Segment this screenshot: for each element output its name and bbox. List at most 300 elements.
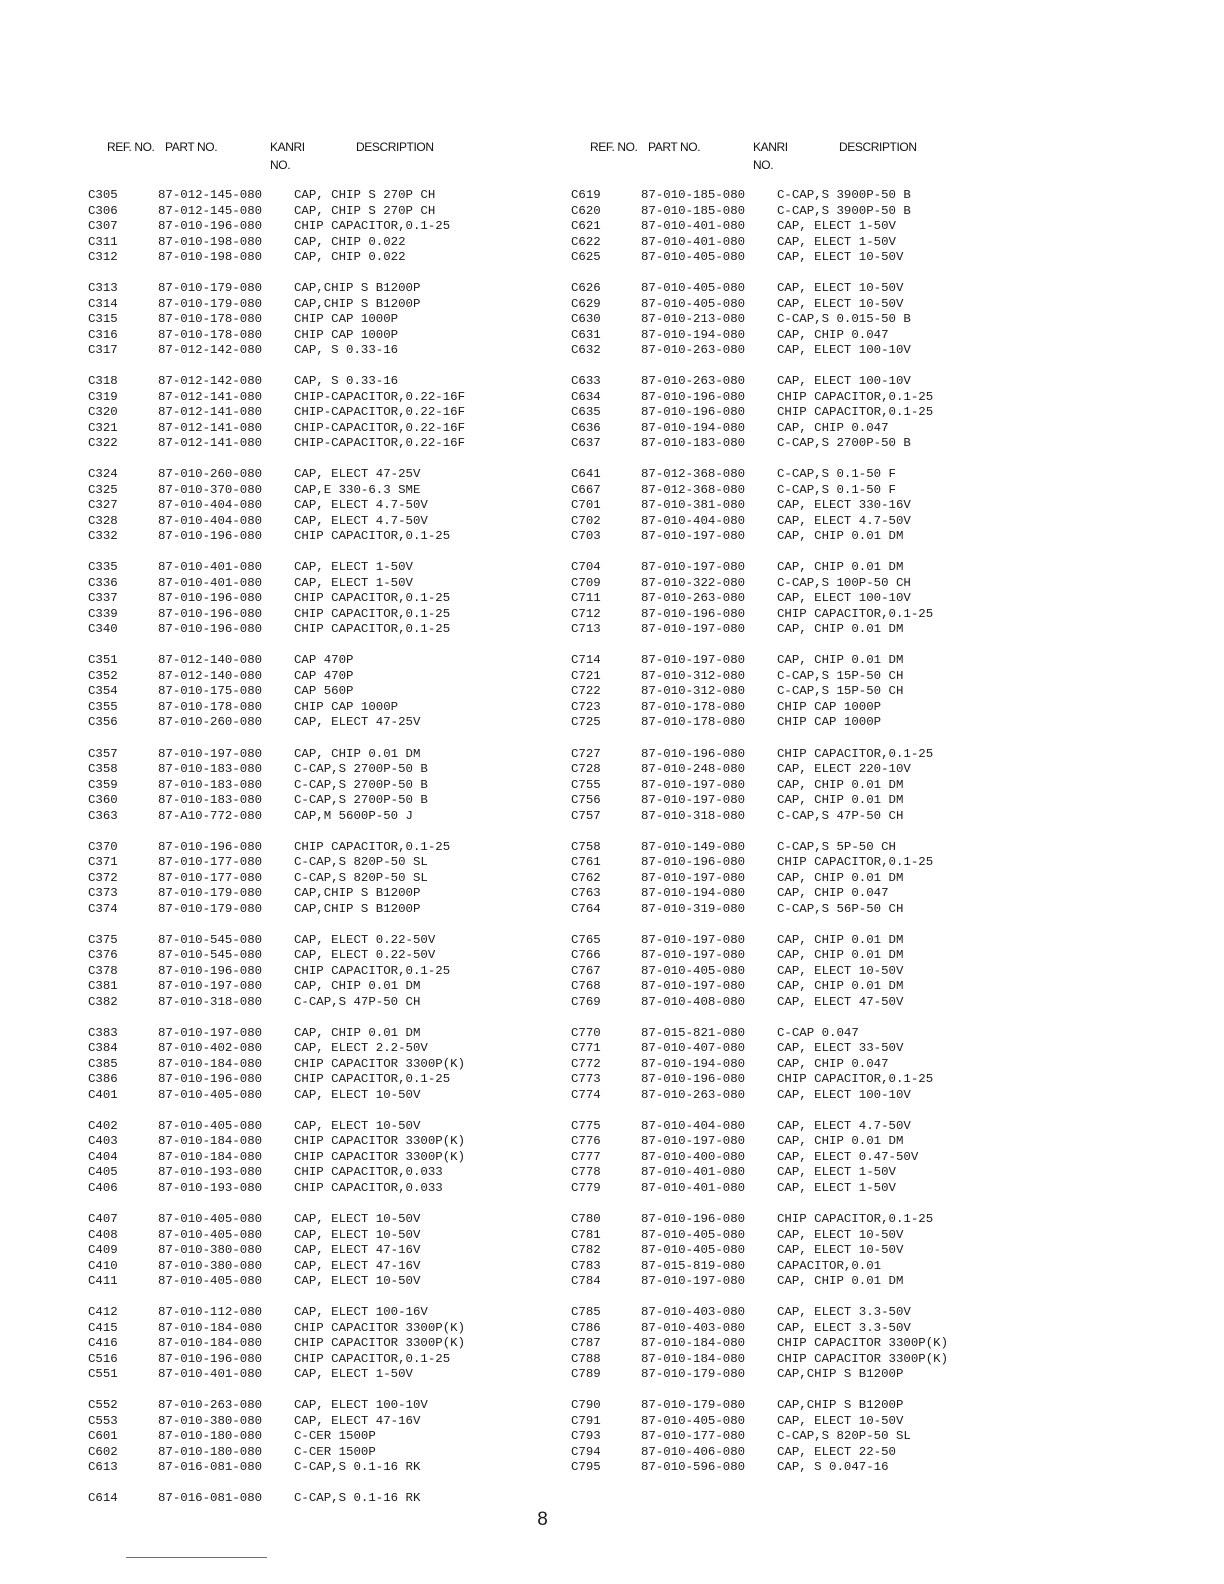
part-group — [571, 374, 1041, 452]
part-row — [571, 979, 1041, 995]
part-no: 87-010-196-080 — [641, 1212, 746, 1227]
column-header — [88, 138, 558, 188]
part-no: 87-010-197-080 — [641, 529, 746, 544]
part-no: 87-010-183-080 — [158, 777, 263, 792]
part-row — [571, 700, 1041, 716]
ref-no-header: REF. NO. — [107, 140, 155, 154]
description: C-CAP,S 3900P-50 B — [777, 203, 911, 218]
ref-no: C783 — [571, 1258, 601, 1273]
description: C-CAP 0.047 — [777, 1025, 859, 1040]
part-group — [88, 560, 558, 638]
description: CHIP CAPACITOR 3300P(K) — [777, 1351, 949, 1366]
ref-no: C386 — [88, 1072, 118, 1087]
part-no: 87-010-545-080 — [158, 948, 263, 963]
part-row — [571, 483, 1041, 499]
part-row — [88, 1259, 558, 1275]
part-no: 87-016-081-080 — [158, 1460, 263, 1475]
part-group — [571, 933, 1041, 1011]
description: CAP,CHIP S B1200P — [777, 1398, 904, 1413]
part-no: 87-010-112-080 — [158, 1305, 263, 1320]
part-group — [571, 188, 1041, 266]
part-no: 87-010-197-080 — [641, 793, 746, 808]
part-row — [88, 421, 558, 437]
description: CAP, CHIP 0.047 — [777, 420, 889, 435]
description: CHIP CAPACITOR,0.1-25 — [294, 219, 451, 233]
part-row — [88, 1243, 558, 1259]
part-no: 87-010-405-080 — [641, 250, 746, 264]
description: CAP, ELECT 10-50V — [777, 1243, 904, 1258]
part-no-header: PART NO. — [165, 140, 218, 154]
footer-rule — [126, 1557, 267, 1558]
part-row — [88, 902, 558, 918]
ref-no: C352 — [88, 668, 118, 683]
ref-no: C371 — [88, 855, 118, 870]
description: CAP, ELECT 4.7-50V — [294, 513, 428, 528]
description: CAP,E 330-6.3 SME — [294, 482, 421, 497]
ref-no: C711 — [571, 591, 601, 606]
description: CAP, ELECT 1-50V — [777, 219, 896, 233]
ref-no: C633 — [571, 374, 601, 389]
part-group — [88, 840, 558, 918]
ref-no: C614 — [88, 1491, 118, 1506]
part-row — [571, 902, 1041, 918]
part-row — [88, 312, 558, 328]
description: CAP, ELECT 10-50V — [777, 963, 904, 978]
description: CAP, CHIP 0.01 DM — [777, 870, 904, 885]
part-no: 87-010-263-080 — [641, 1087, 746, 1102]
part-no: 87-010-175-080 — [158, 684, 263, 699]
ref-no: C757 — [571, 808, 601, 823]
part-row — [88, 979, 558, 995]
description: CHIP CAPACITOR,0.1-25 — [294, 963, 451, 978]
part-row — [571, 343, 1041, 359]
description: CHIP-CAPACITOR,0.22-16F — [294, 405, 466, 420]
part-row — [571, 1057, 1041, 1073]
description: CHIP CAPACITOR,0.1-25 — [294, 1351, 451, 1366]
description: CHIP CAP 1000P — [777, 715, 882, 730]
ref-no: C794 — [571, 1444, 601, 1459]
ref-no: C305 — [88, 188, 118, 202]
description: C-CER 1500P — [294, 1429, 376, 1444]
part-row — [88, 297, 558, 313]
part-no: 87-010-196-080 — [158, 622, 263, 637]
part-row — [88, 607, 558, 623]
ref-no: C709 — [571, 575, 601, 590]
part-group — [88, 653, 558, 731]
description: CAP, ELECT 100-10V — [777, 591, 911, 606]
part-row — [571, 948, 1041, 964]
part-row — [571, 1026, 1041, 1042]
part-row — [88, 809, 558, 825]
part-row — [571, 1429, 1041, 1445]
ref-no: C321 — [88, 420, 118, 435]
ref-no: C762 — [571, 870, 601, 885]
ref-no: C634 — [571, 389, 601, 404]
part-group — [571, 560, 1041, 638]
ref-no: C311 — [88, 234, 118, 249]
description: CAP,CHIP S B1200P — [294, 886, 421, 901]
description: CAP, CHIP 0.047 — [777, 1056, 889, 1071]
part-row — [88, 467, 558, 483]
part-no: 87-010-196-080 — [158, 591, 263, 606]
description: CAP, ELECT 330-16V — [777, 498, 911, 513]
ref-no: C351 — [88, 653, 118, 668]
ref-no: C776 — [571, 1134, 601, 1149]
ref-no: C701 — [571, 498, 601, 513]
part-no: 87-010-197-080 — [158, 746, 263, 761]
part-row — [88, 995, 558, 1011]
part-no: 87-010-197-080 — [641, 777, 746, 792]
part-row — [88, 747, 558, 763]
ref-no: C713 — [571, 622, 601, 637]
ref-no: C357 — [88, 746, 118, 761]
part-row — [88, 343, 558, 359]
description: C-CAP,S 15P-50 CH — [777, 684, 904, 699]
part-group — [571, 653, 1041, 731]
part-no: 87-016-081-080 — [158, 1491, 263, 1506]
description: C-CAP,S 2700P-50 B — [294, 762, 428, 777]
description: C-CAP,S 820P-50 SL — [294, 870, 428, 885]
part-no: 87-010-185-080 — [641, 203, 746, 218]
kanri-header: KANRI — [753, 140, 788, 154]
description: CAP, ELECT 1-50V — [294, 560, 413, 575]
ref-no: C765 — [571, 932, 601, 947]
part-no: 87-010-184-080 — [158, 1336, 263, 1351]
part-no-header: PART NO. — [648, 140, 701, 154]
part-row — [571, 1243, 1041, 1259]
part-row — [571, 1336, 1041, 1352]
description: CHIP CAPACITOR,0.1-25 — [294, 606, 451, 621]
parts-column-left — [88, 138, 558, 1522]
part-no: 87-010-179-080 — [158, 886, 263, 901]
kanri-header: KANRI — [270, 140, 305, 154]
part-row — [571, 421, 1041, 437]
part-no: 87-010-184-080 — [158, 1320, 263, 1335]
part-no: 87-010-183-080 — [158, 762, 263, 777]
description: CAP 560P — [294, 684, 354, 699]
part-no: 87-012-141-080 — [158, 389, 263, 404]
part-no: 87-010-180-080 — [158, 1444, 263, 1459]
ref-no: C622 — [571, 234, 601, 249]
ref-no: C789 — [571, 1367, 601, 1382]
part-no: 87-010-402-080 — [158, 1041, 263, 1056]
description: CAP, CHIP S 270P CH — [294, 203, 436, 218]
part-row — [571, 871, 1041, 887]
part-no: 87-010-405-080 — [641, 1413, 746, 1428]
part-group — [88, 374, 558, 452]
part-no: 87-010-405-080 — [158, 1118, 263, 1133]
part-row — [571, 607, 1041, 623]
part-no: 87-010-596-080 — [641, 1460, 746, 1475]
description: CAP, ELECT 47-16V — [294, 1258, 421, 1273]
part-row — [571, 809, 1041, 825]
part-no: 87-010-196-080 — [158, 963, 263, 978]
part-no: 87-010-193-080 — [158, 1165, 263, 1180]
part-row — [571, 312, 1041, 328]
description: C-CAP,S 3900P-50 B — [777, 188, 911, 202]
ref-no: C788 — [571, 1351, 601, 1366]
part-no: 87-010-196-080 — [641, 746, 746, 761]
description: CAP,CHIP S B1200P — [777, 1367, 904, 1382]
part-row — [88, 700, 558, 716]
description: CAP, ELECT 47-25V — [294, 715, 421, 730]
description: CAP, ELECT 100-10V — [777, 374, 911, 389]
part-no: 87-010-197-080 — [641, 932, 746, 947]
part-no: 87-010-401-080 — [641, 219, 746, 233]
part-no: 87-010-179-080 — [158, 901, 263, 916]
part-no: 87-010-196-080 — [641, 389, 746, 404]
part-no: 87-010-401-080 — [158, 575, 263, 590]
part-no: 87-010-197-080 — [158, 979, 263, 994]
description: CAP, ELECT 100-10V — [777, 1087, 911, 1102]
ref-no: C625 — [571, 250, 601, 264]
part-row — [571, 622, 1041, 638]
part-row — [571, 1445, 1041, 1461]
ref-no: C629 — [571, 296, 601, 311]
part-row — [571, 1134, 1041, 1150]
part-no: 87-010-178-080 — [641, 699, 746, 714]
part-row — [571, 933, 1041, 949]
part-group — [88, 1026, 558, 1104]
ref-no: C356 — [88, 715, 118, 730]
description: CAP, ELECT 100-10V — [777, 343, 911, 358]
description: CHIP-CAPACITOR,0.22-16F — [294, 436, 466, 451]
part-no: 87-012-368-080 — [641, 467, 746, 482]
description: C-CAP,S 47P-50 CH — [777, 808, 904, 823]
part-row — [571, 840, 1041, 856]
ref-no: C336 — [88, 575, 118, 590]
ref-no: C337 — [88, 591, 118, 606]
description: CHIP CAPACITOR,0.1-25 — [777, 746, 934, 761]
ref-no: C728 — [571, 762, 601, 777]
part-row — [88, 281, 558, 297]
ref-no: C372 — [88, 870, 118, 885]
ref-no: C373 — [88, 886, 118, 901]
description: CHIP CAPACITOR,0.1-25 — [294, 529, 451, 544]
part-row — [88, 778, 558, 794]
part-row — [88, 793, 558, 809]
description: CAP, CHIP 0.01 DM — [777, 653, 904, 668]
part-no: 87-012-140-080 — [158, 668, 263, 683]
part-no: 87-010-198-080 — [158, 250, 263, 264]
description: CAP, CHIP 0.01 DM — [777, 622, 904, 637]
ref-no: C620 — [571, 203, 601, 218]
part-no: 87-012-142-080 — [158, 374, 263, 389]
ref-no: C359 — [88, 777, 118, 792]
part-row — [571, 235, 1041, 251]
part-row — [88, 855, 558, 871]
part-row — [88, 390, 558, 406]
part-no: 87-010-405-080 — [158, 1274, 263, 1289]
part-group — [88, 1398, 558, 1476]
part-no: 87-010-178-080 — [158, 699, 263, 714]
part-no: 87-010-183-080 — [641, 436, 746, 451]
part-no: 87-010-403-080 — [641, 1320, 746, 1335]
ref-no: C382 — [88, 994, 118, 1009]
part-row — [88, 1414, 558, 1430]
ref-no: C631 — [571, 327, 601, 342]
description: CAP, ELECT 0.47-50V — [777, 1149, 919, 1164]
part-no: 87-012-141-080 — [158, 420, 263, 435]
ref-no: C408 — [88, 1227, 118, 1242]
ref-no: C551 — [88, 1367, 118, 1382]
part-row — [88, 1072, 558, 1088]
ref-no: C385 — [88, 1056, 118, 1071]
page-number: 8 — [537, 1509, 548, 1530]
part-row — [88, 1026, 558, 1042]
part-row — [571, 855, 1041, 871]
ref-no: C763 — [571, 886, 601, 901]
description: CAP, ELECT 220-10V — [777, 762, 911, 777]
ref-no: C404 — [88, 1149, 118, 1164]
part-row — [571, 1041, 1041, 1057]
description: CAP, CHIP 0.01 DM — [777, 979, 904, 994]
part-row — [571, 653, 1041, 669]
part-no: 87-010-263-080 — [641, 591, 746, 606]
description: CHIP CAPACITOR 3300P(K) — [294, 1149, 466, 1164]
part-row — [88, 1228, 558, 1244]
part-group — [88, 1212, 558, 1290]
part-no: 87-010-184-080 — [158, 1134, 263, 1149]
part-row — [571, 964, 1041, 980]
part-row — [88, 328, 558, 344]
description: CAP, S 0.047-16 — [777, 1460, 889, 1475]
ref-no: C667 — [571, 482, 601, 497]
part-row — [88, 669, 558, 685]
ref-no: C312 — [88, 250, 118, 264]
ref-no: C317 — [88, 343, 118, 358]
ref-no: C781 — [571, 1227, 601, 1242]
part-no: 87-010-401-080 — [641, 234, 746, 249]
part-row — [571, 762, 1041, 778]
part-no: 87-012-368-080 — [641, 482, 746, 497]
ref-no: C702 — [571, 513, 601, 528]
part-group — [88, 933, 558, 1011]
part-row — [571, 1181, 1041, 1197]
description: CHIP CAPACITOR,0.033 — [294, 1180, 443, 1195]
ref-no: C315 — [88, 312, 118, 327]
ref-no: C764 — [571, 901, 601, 916]
part-row — [571, 715, 1041, 731]
parts-list-left — [88, 188, 558, 1507]
part-row — [571, 1321, 1041, 1337]
part-no: 87-010-197-080 — [641, 653, 746, 668]
ref-no: C722 — [571, 684, 601, 699]
ref-no: C621 — [571, 219, 601, 233]
part-no: 87-010-196-080 — [641, 606, 746, 621]
description: CAP, CHIP 0.01 DM — [777, 793, 904, 808]
description: CAP, ELECT 4.7-50V — [777, 513, 911, 528]
ref-no: C319 — [88, 389, 118, 404]
ref-no: C416 — [88, 1336, 118, 1351]
description: C-CAP,S 820P-50 SL — [777, 1429, 911, 1444]
part-no: 87-010-405-080 — [641, 963, 746, 978]
ref-no: C782 — [571, 1243, 601, 1258]
part-row — [88, 622, 558, 638]
ref-no: C636 — [571, 420, 601, 435]
part-row — [88, 1305, 558, 1321]
description: CHIP CAPACITOR,0.1-25 — [777, 606, 934, 621]
ref-no: C327 — [88, 498, 118, 513]
ref-no: C406 — [88, 1180, 118, 1195]
description: CAP, ELECT 10-50V — [777, 281, 904, 296]
ref-no: C723 — [571, 699, 601, 714]
description: CHIP CAPACITOR,0.033 — [294, 1165, 443, 1180]
part-row — [88, 529, 558, 545]
part-row — [88, 948, 558, 964]
part-row — [571, 747, 1041, 763]
part-no: 87-010-380-080 — [158, 1413, 263, 1428]
ref-no: C637 — [571, 436, 601, 451]
description: CHIP CAPACITOR,0.1-25 — [294, 1072, 451, 1087]
ref-no: C602 — [88, 1444, 118, 1459]
part-row — [571, 1212, 1041, 1228]
parts-list-right — [571, 188, 1041, 1476]
part-row — [571, 1274, 1041, 1290]
ref-no: C320 — [88, 405, 118, 420]
description: CAP, ELECT 4.7-50V — [777, 1118, 911, 1133]
part-no: 87-010-260-080 — [158, 467, 263, 482]
part-no: 87-010-196-080 — [641, 1072, 746, 1087]
description: CAP, ELECT 2.2-50V — [294, 1041, 428, 1056]
part-row — [88, 762, 558, 778]
part-row — [88, 886, 558, 902]
part-row — [571, 1305, 1041, 1321]
part-group — [88, 1305, 558, 1383]
part-row — [571, 467, 1041, 483]
ref-no: C626 — [571, 281, 601, 296]
description: C-CAP,S 2700P-50 B — [294, 793, 428, 808]
part-row — [88, 1445, 558, 1461]
description: CAP,CHIP S B1200P — [294, 296, 421, 311]
ref-no: C306 — [88, 203, 118, 218]
ref-no: C793 — [571, 1429, 601, 1444]
part-no: 87-010-401-080 — [641, 1180, 746, 1195]
ref-no: C411 — [88, 1274, 118, 1289]
part-row — [88, 235, 558, 251]
part-no: 87-010-196-080 — [158, 606, 263, 621]
ref-no: C768 — [571, 979, 601, 994]
part-no: 87-010-380-080 — [158, 1243, 263, 1258]
description: CAP, ELECT 47-25V — [294, 467, 421, 482]
description: CAP, CHIP 0.01 DM — [777, 1274, 904, 1289]
part-no: 87-010-401-080 — [158, 560, 263, 575]
part-no: 87-010-318-080 — [158, 994, 263, 1009]
description: CAP, ELECT 1-50V — [777, 1165, 896, 1180]
part-row — [88, 483, 558, 499]
part-row — [571, 390, 1041, 406]
part-row — [88, 1460, 558, 1476]
part-row — [88, 250, 558, 266]
ref-no: C601 — [88, 1429, 118, 1444]
description: CAP, ELECT 10-50V — [294, 1227, 421, 1242]
ref-no: C712 — [571, 606, 601, 621]
part-no: 87-010-197-080 — [641, 560, 746, 575]
part-group — [88, 747, 558, 825]
part-no: 87-010-193-080 — [158, 1180, 263, 1195]
part-group — [571, 1026, 1041, 1104]
part-row — [88, 964, 558, 980]
part-no: 87-010-197-080 — [641, 1274, 746, 1289]
description: CHIP CAPACITOR 3300P(K) — [294, 1320, 466, 1335]
part-row — [571, 297, 1041, 313]
part-row — [88, 1398, 558, 1414]
description: CHIP CAP 1000P — [294, 327, 399, 342]
description: CAP, ELECT 1-50V — [294, 575, 413, 590]
part-no: 87-010-248-080 — [641, 762, 746, 777]
part-no: 87-012-142-080 — [158, 343, 263, 358]
description: CAP, CHIP 0.01 DM — [294, 746, 421, 761]
